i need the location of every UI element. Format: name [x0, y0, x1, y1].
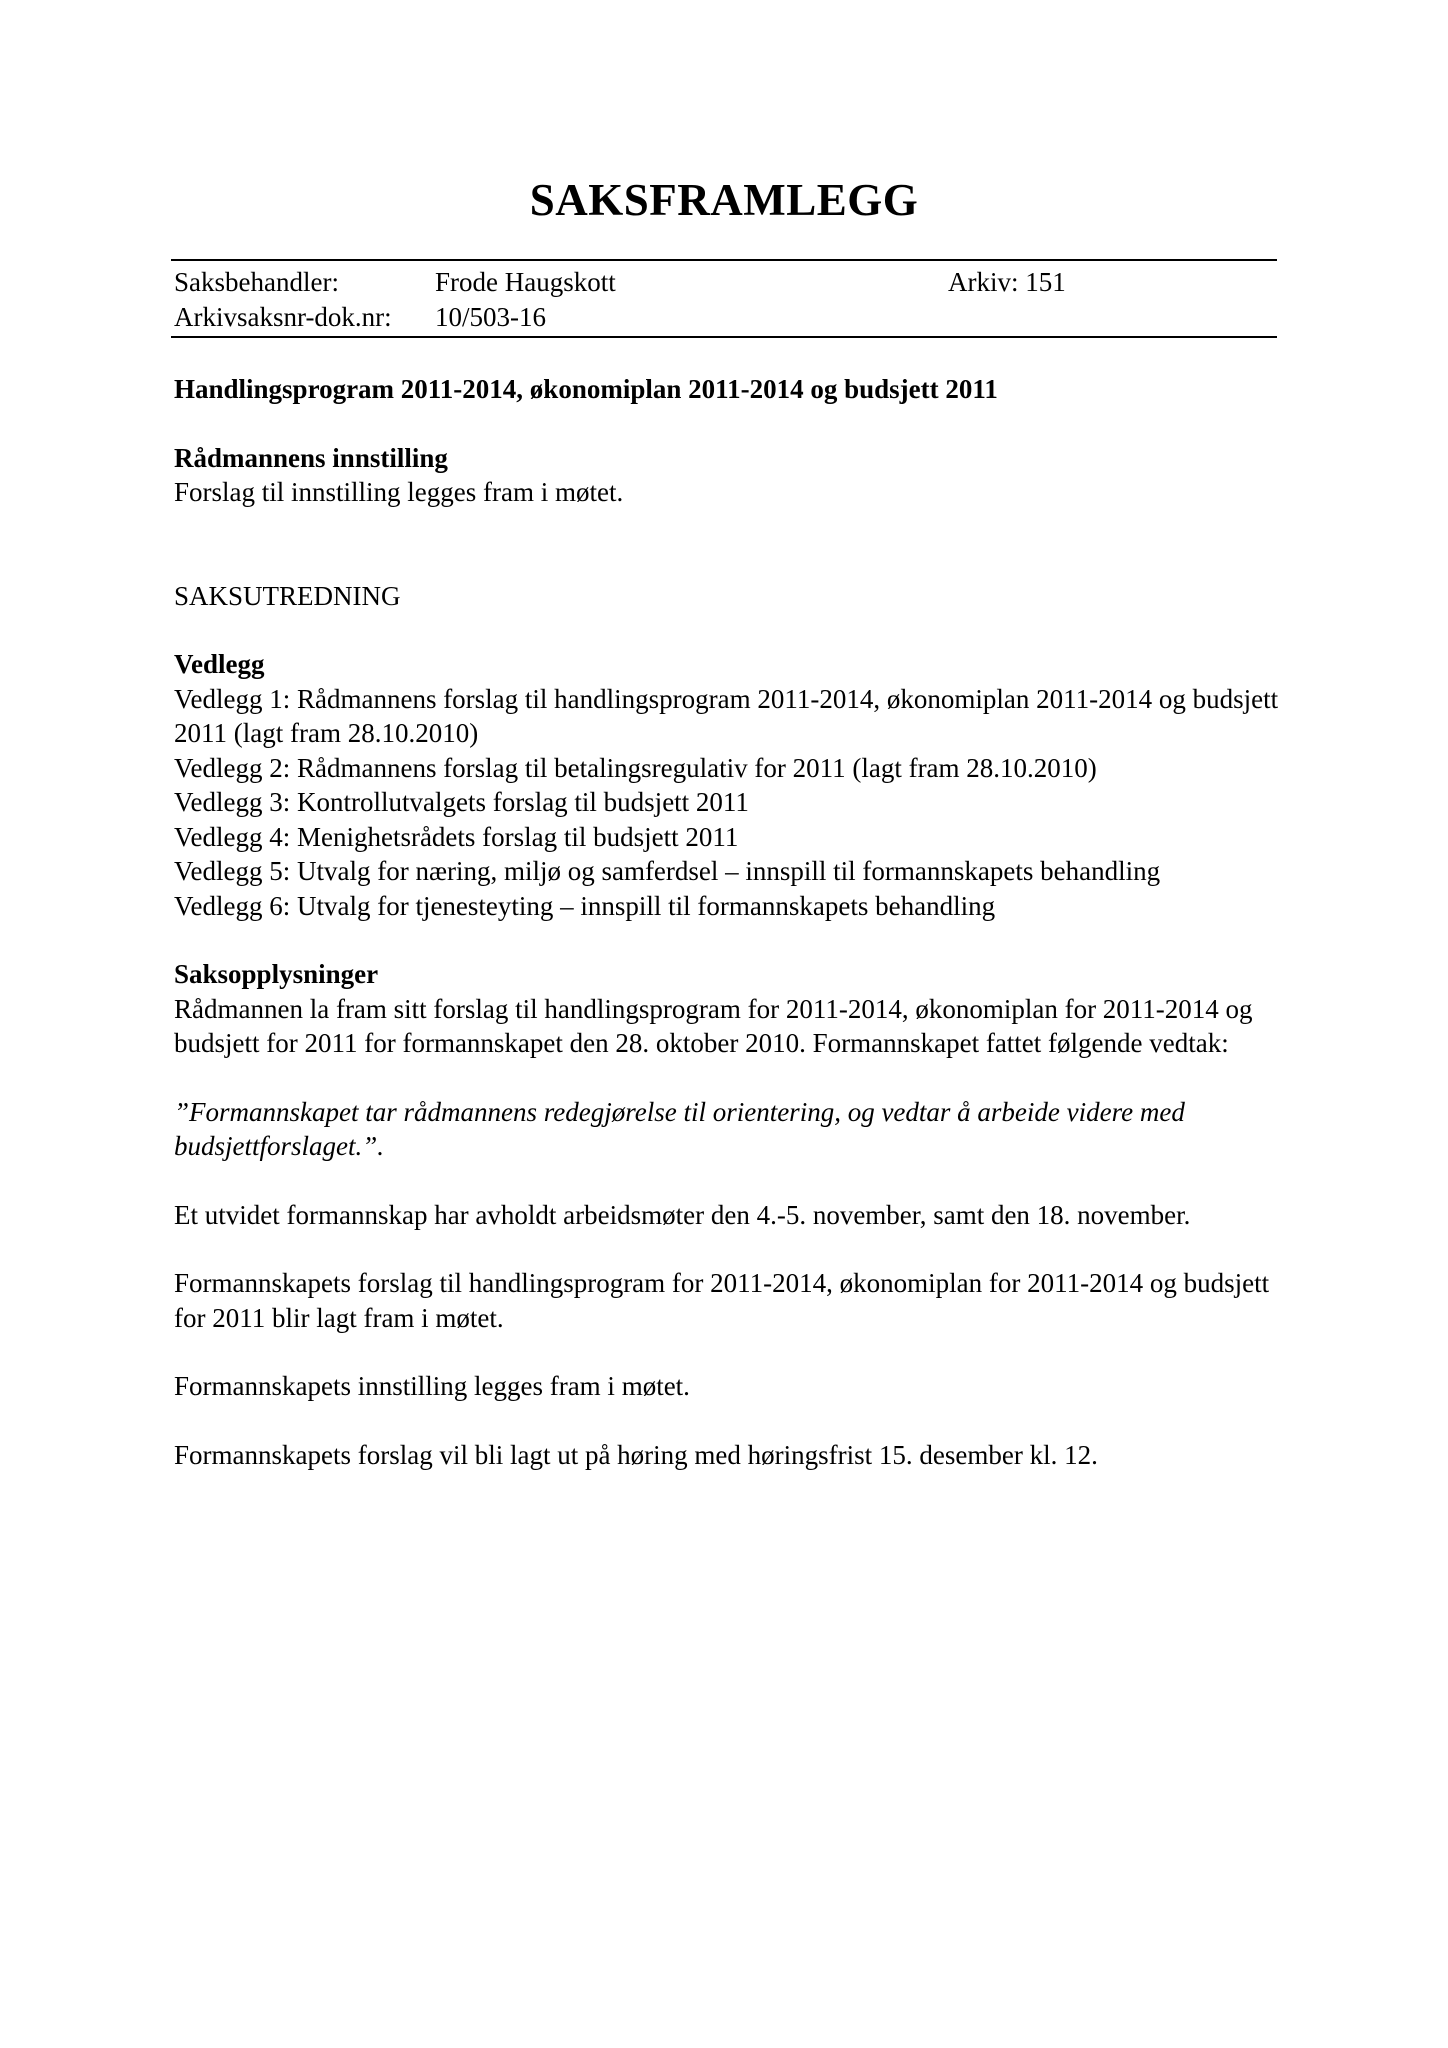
investigation-heading: SAKSUTREDNING — [174, 580, 401, 611]
document-title: SAKSFRAMLEGG — [529, 175, 919, 225]
case-subject: Handlingsprogram 2011-2014, økonomiplan 2011-2014 og budsjett 2011 — [174, 374, 998, 404]
attachment-item: Vedlegg 1: Rådmannens forslag til handlingsprogram 2011-2014, økonomiplan 2011-2014 og budsjett 2011 (lagt fram 28.10.2010) — [174, 683, 1279, 748]
decision-quote: ”Formannskapet tar rådmannens redegjørelse til orientering, og vedtar å arbeide videre med budsjettforslaget.”. — [174, 1096, 1185, 1161]
arkivsaksnr-label: Arkivsaksnr-dok.nr: — [174, 302, 392, 332]
attachments-heading: Vedlegg — [174, 649, 265, 679]
case-info-heading: Saksopplysninger — [174, 959, 379, 989]
recommendation-text: Forslag til innstilling legges fram i møtet. — [174, 477, 624, 507]
arkiv-field — [948, 265, 1066, 299]
header-top-rule — [171, 259, 1277, 261]
case-info-paragraph: Rådmannen la fram sitt forslag til handlingsprogram for 2011-2014, økonomiplan for 2011-2014 og budsjett for 2011 for formannskapet den 28. oktober 2010. Formannskapet fattet følgende vedtak: — [174, 993, 1253, 1058]
case-info-paragraph: Formannskapets forslag vil bli lagt ut på høring med høringsfrist 15. desember kl. 12. — [174, 1439, 1098, 1470]
attachment-item: Vedlegg 4: Menighetsrådets forslag til budsjett 2011 — [174, 821, 739, 852]
saksbehandler-value: Frode Haugskott — [435, 267, 616, 297]
attachment-item: Vedlegg 6: Utvalg for tjenesteyting – innspill til formannskapets behandling — [174, 890, 996, 921]
case-info-paragraph: Formannskapets innstilling legges fram i møtet. — [174, 1371, 690, 1401]
document-body — [174, 372, 1284, 1472]
arkivsaksnr-value: 10/503-16 — [435, 302, 546, 332]
attachment-item: Vedlegg 5: Utvalg for næring, miljø og samferdsel – innspill til formannskapets behandling — [174, 856, 1161, 886]
arkiv-label: Arkiv: — [948, 267, 1019, 297]
case-info-paragraph: Formannskapets forslag til handlingsprogram for 2011-2014, økonomiplan for 2011-2014 og budsjett for 2011 blir lagt fram i møtet. — [174, 1268, 1270, 1333]
saksbehandler-label: Saksbehandler: — [174, 267, 339, 297]
arkiv-value: 151 — [1025, 267, 1066, 297]
attachment-item: Vedlegg 2: Rådmannens forslag til betalingsregulativ for 2011 (lagt fram 28.10.2010) — [174, 752, 1097, 783]
recommendation-heading: Rådmannens innstilling — [174, 442, 448, 473]
attachment-item: Vedlegg 3: Kontrollutvalgets forslag til budsjett 2011 — [174, 787, 749, 817]
case-info-paragraph: Et utvidet formannskap har avholdt arbeidsmøter den 4.-5. november, samt den 18. november. — [174, 1199, 1191, 1230]
header-bottom-rule — [171, 336, 1277, 338]
